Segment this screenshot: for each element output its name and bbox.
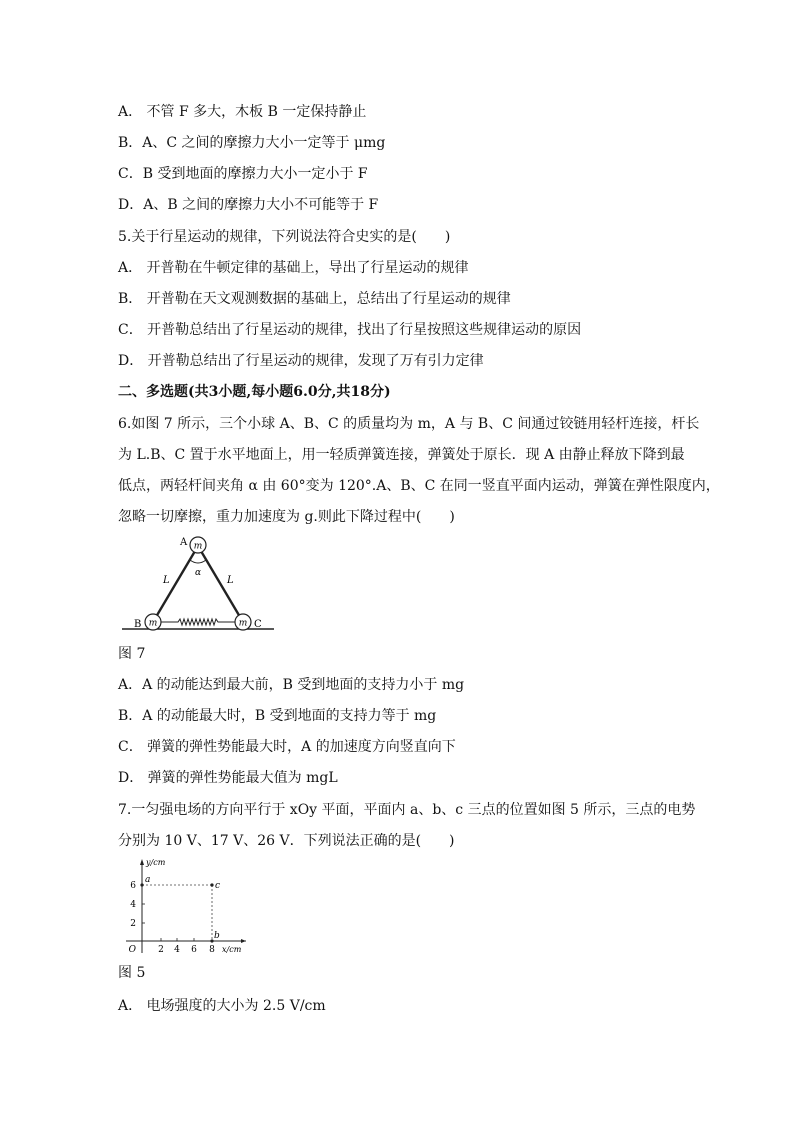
- x-axis-label: x/cm: [222, 945, 242, 954]
- spring: [161, 619, 235, 625]
- q5-stem: 5.关于行星运动的规律，下列说法符合史实的是( ): [118, 229, 451, 245]
- figure-5-caption: 图 5: [118, 965, 146, 981]
- y-tick-2: 2: [130, 919, 136, 929]
- q5-option-b: B． 开普勒在天文观测数据的基础上，总结出了行星运动的规律: [118, 291, 511, 307]
- q6-option-d: D． 弹簧的弹性势能最大值为 mgL: [118, 770, 338, 786]
- rod-label-left: L: [163, 575, 170, 586]
- q5-option-c: C． 开普勒总结出了行星运动的规律，找出了行星按照这些规律运动的原因: [118, 322, 582, 338]
- q6-option-a: A．A 的动能达到最大前，B 受到地面的支持力小于 mg: [118, 677, 465, 693]
- rod-label-right: L: [227, 575, 234, 586]
- point-a: [140, 883, 143, 886]
- q6-stem-line-1: 6.如图 7 所示，三个小球 A、B、C 的质量均为 m，A 与 B、C 间通过铰链用轻杆连接，杆长: [118, 416, 700, 432]
- figure-5-diagram: [118, 855, 250, 957]
- section-heading-multiple-choice: 二、多选题(共3小题,每小题6.0分,共18分): [118, 384, 391, 400]
- point-a-label: a: [145, 875, 151, 885]
- x-tick-2: 2: [158, 945, 164, 955]
- figure-7-diagram: [118, 533, 278, 635]
- y-tick-4: 4: [130, 900, 136, 910]
- q4-option-b: B．A、C 之间的摩擦力大小一定等于 μmg: [118, 135, 386, 151]
- mass-label-b: m: [148, 618, 158, 629]
- q6-option-b: B．A 的动能最大时，B 受到地面的支持力等于 mg: [118, 708, 437, 724]
- q6-stem-line-2: 为 L.B、C 置于水平地面上，用一轻质弹簧连接，弹簧处于原长．现 A 由静止释放下降到最: [118, 447, 685, 463]
- point-c: [210, 883, 213, 886]
- rod-right: [198, 546, 243, 622]
- mass-label-c: m: [238, 618, 248, 629]
- x-tick-8: 8: [209, 945, 215, 955]
- point-c-label: c: [215, 881, 221, 891]
- mass-label-a: m: [193, 541, 203, 552]
- q6-option-c: C． 弹簧的弹性势能最大时，A 的加速度方向竖直向下: [118, 739, 456, 755]
- x-axis-arrow: [241, 939, 246, 943]
- y-axis-arrow: [140, 859, 144, 865]
- q7-stem-line-2: 分别为 10 V、17 V、26 V．下列说法正确的是( ): [118, 833, 455, 849]
- y-tick-6: 6: [130, 881, 136, 891]
- q7-stem-line-1: 7.一匀强电场的方向平行于 xOy 平面，平面内 a、b、c 三点的位置如图 5 所示，三点的电势: [118, 802, 696, 818]
- q4-option-a: A． 不管 F 多大，木板 B 一定保持静止: [118, 104, 367, 120]
- q7-option-a: A． 电场强度的大小为 2.5 V/cm: [118, 998, 326, 1014]
- y-axis-label: y/cm: [146, 858, 166, 867]
- q5-option-d: D． 开普勒总结出了行星运动的规律，发现了万有引力定律: [118, 353, 484, 369]
- q5-option-a: A． 开普勒在牛顿定律的基础上，导出了行星运动的规律: [118, 260, 469, 276]
- label-a: A: [180, 537, 188, 548]
- x-tick-6: 6: [191, 945, 197, 955]
- point-b-label: b: [214, 931, 220, 941]
- label-c: C: [254, 619, 262, 630]
- rod-left: [153, 546, 198, 622]
- origin-label: O: [128, 945, 136, 955]
- q6-stem-line-4: 忽略一切摩擦，重力加速度为 g.则此下降过程中( ): [118, 509, 455, 525]
- x-tick-4: 4: [174, 945, 180, 955]
- angle-arc: [190, 560, 206, 563]
- q6-stem-line-3: 低点，两轻杆间夹角 α 由 60°变为 120°.A、B、C 在同一竖直平面内运动，弹簧在弹性限度内，: [118, 478, 720, 494]
- q4-option-d: D．A、B 之间的摩擦力大小不可能等于 F: [118, 197, 379, 213]
- angle-label: α: [195, 568, 202, 578]
- figure-7-caption: 图 7: [118, 646, 146, 662]
- q4-option-c: C．B 受到地面的摩擦力大小一定小于 F: [118, 166, 368, 182]
- label-b: B: [134, 619, 142, 630]
